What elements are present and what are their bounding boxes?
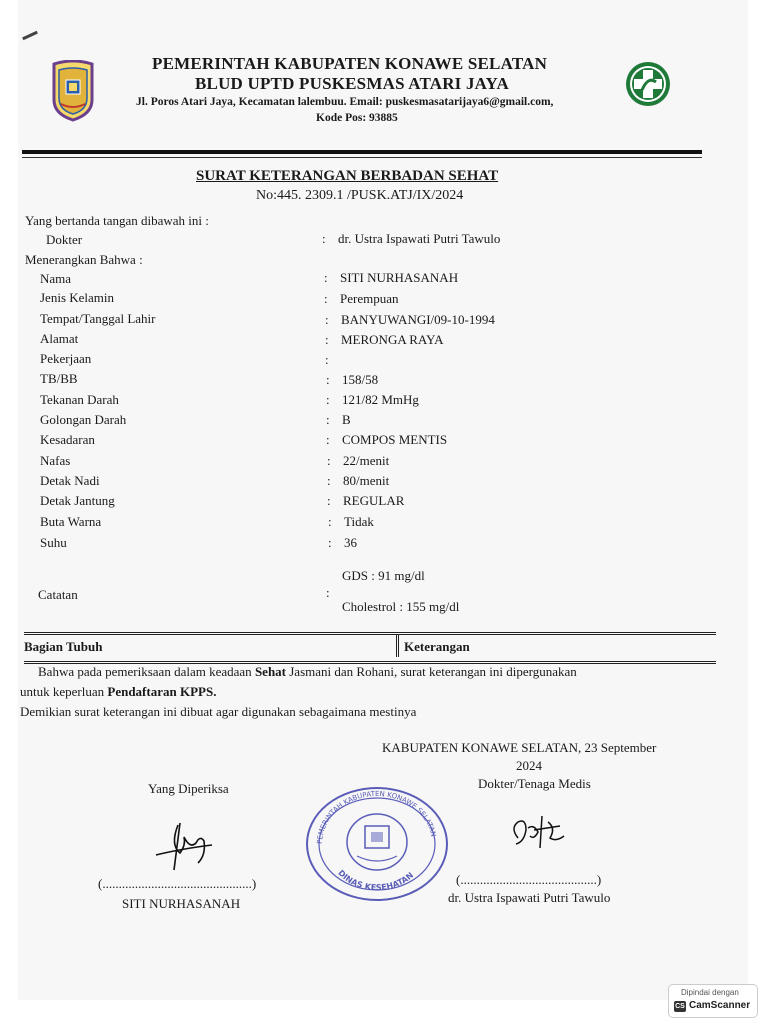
- field-label: Kesadaran: [40, 432, 95, 447]
- stamp-bottom-text: DINAS KESEHATAN: [336, 868, 416, 893]
- right-signature-line: (..........................................): [456, 872, 602, 887]
- field-label: Pekerjaan: [40, 351, 92, 366]
- camscanner-caption: Dipindai dengan: [681, 988, 739, 997]
- left-signer-name: SITI NURHASANAH: [122, 896, 241, 911]
- field-colon: :: [325, 312, 329, 327]
- patient-signature: [150, 815, 220, 875]
- statement-line-2: [20, 684, 216, 700]
- left-signature-line: (..............................................): [98, 876, 257, 891]
- field-label: Nama: [40, 271, 72, 286]
- field-colon: :: [324, 270, 328, 285]
- field-colon: :: [326, 432, 330, 447]
- field-label: Detak Jantung: [40, 493, 115, 508]
- camscanner-logo-icon: CS: [675, 1003, 685, 1010]
- field-colon: :: [327, 453, 331, 468]
- notes-colon: :: [326, 585, 330, 600]
- field-label: Alamat: [40, 331, 79, 346]
- header-divider: [22, 150, 702, 154]
- header-institution: BLUD UPTD PUSKESMAS ATARI JAYA: [195, 74, 509, 93]
- field-label: TB/BB: [40, 371, 78, 386]
- statement-line-3: Demikian surat keterangan ini dibuat agar digunakan sebagaimana mestinya: [20, 704, 417, 719]
- field-label: Golongan Darah: [40, 412, 127, 427]
- field-value: SITI NURHASANAH: [340, 270, 459, 285]
- field-colon: :: [328, 514, 332, 529]
- field-value: BANYUWANGI/09-10-1994: [341, 312, 495, 327]
- states-heading: Menerangkan Bahwa :: [25, 252, 143, 267]
- header-postal-code: Kode Pos: 93885: [316, 112, 398, 124]
- field-label: Tempat/Tanggal Lahir: [40, 311, 156, 326]
- field-colon: :: [326, 372, 330, 387]
- statement-text: Bahwa pada pemeriksaan dalam keadaan: [38, 664, 255, 679]
- health-center-logo-icon: [624, 60, 672, 108]
- field-label: Tekanan Darah: [40, 392, 119, 407]
- field-colon: :: [325, 352, 329, 367]
- field-value: 22/menit: [343, 453, 390, 468]
- table-col-remarks: Keterangan: [404, 639, 470, 654]
- field-value: Perempuan: [340, 291, 399, 306]
- left-signer-role: Yang Diperiksa: [148, 781, 229, 796]
- body-part-table-header: [24, 632, 716, 664]
- field-label: Nafas: [40, 453, 71, 468]
- right-signer-name: dr. Ustra Ispawati Putri Tawulo: [448, 890, 611, 905]
- right-signer-role: Dokter/Tenaga Medis: [478, 776, 591, 791]
- field-label: Buta Warna: [40, 514, 102, 529]
- table-col-divider: [396, 635, 402, 657]
- field-colon: :: [327, 473, 331, 488]
- statement-text: .: [213, 684, 217, 699]
- document-title: SURAT KETERANGAN BERBADAN SEHAT: [196, 168, 499, 184]
- header-government: PEMERINTAH KABUPATEN KONAWE SELATAN: [152, 54, 548, 73]
- camscanner-badge: [668, 984, 758, 1018]
- regency-logo-icon: [48, 60, 98, 122]
- statement-bold-purpose: Pendaftaran KPPS: [107, 684, 214, 699]
- header-address: Jl. Poros Atari Jaya, Kecamatan lalembuu. Email: puskesmasatarijaya6@gmail.com,: [136, 96, 554, 108]
- table-col-body-part: Bagian Tubuh: [24, 639, 103, 654]
- field-value: B: [342, 412, 351, 427]
- svg-text:DINAS KESEHATAN: [336, 868, 415, 892]
- stamp-arc-text: PEMERINTAH KABUPATEN KONAWE SELATAN: [315, 790, 438, 845]
- field-label: Suhu: [40, 535, 67, 550]
- doctor-signature: [504, 808, 574, 858]
- place-date-line-1: KABUPATEN KONAWE SELATAN, 23 September: [382, 740, 657, 755]
- field-value: 80/menit: [343, 473, 390, 488]
- field-colon: :: [326, 392, 330, 407]
- field-colon: :: [326, 412, 330, 427]
- field-label: Detak Nadi: [40, 473, 100, 488]
- notes-cholesterol: Cholestrol : 155 mg/dl: [342, 599, 460, 614]
- statement-bold-healthy: Sehat: [254, 664, 286, 679]
- official-stamp: [302, 784, 452, 904]
- field-value: MERONGA RAYA: [341, 332, 444, 347]
- signer-heading: Yang bertanda tangan dibawah ini :: [25, 213, 209, 228]
- field-colon: :: [325, 332, 329, 347]
- statement-text: untuk keperluan: [20, 684, 108, 699]
- field-value: REGULAR: [343, 493, 405, 508]
- field-value: Tidak: [344, 514, 374, 529]
- doctor-colon: :: [322, 231, 326, 246]
- field-colon: :: [324, 291, 328, 306]
- field-colon: :: [327, 493, 331, 508]
- camscanner-name: CamScanner: [689, 1000, 751, 1011]
- notes-label: Catatan: [38, 587, 78, 602]
- field-value: 121/82 MmHg: [342, 392, 419, 407]
- field-label: Jenis Kelamin: [40, 290, 115, 305]
- field-colon: :: [328, 535, 332, 550]
- field-value: COMPOS MENTIS: [342, 432, 448, 447]
- statement-text: Jasmani dan Rohani, surat keterangan ini dipergunakan: [286, 664, 577, 679]
- doctor-value: dr. Ustra Ispawati Putri Tawulo: [338, 231, 501, 246]
- notes-gds: GDS : 91 mg/dl: [342, 568, 425, 583]
- field-value: 158/58: [342, 372, 379, 387]
- doctor-label: Dokter: [46, 232, 83, 247]
- statement-line-1: [38, 664, 577, 680]
- document-number: No:445. 2309.1 /PUSK.ATJ/IX/2024: [256, 188, 464, 203]
- header-divider-thin: [22, 157, 702, 158]
- place-date-line-2: 2024: [516, 758, 542, 773]
- field-value: 36: [344, 535, 357, 550]
